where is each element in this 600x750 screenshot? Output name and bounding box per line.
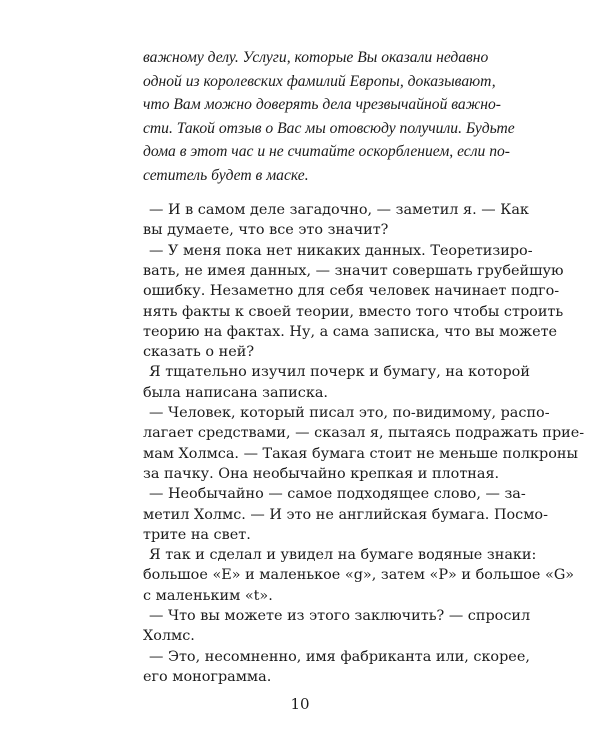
letter-line: что Вам можно доверять дела чрезвычайной важно-: [143, 96, 501, 113]
text-line: теорию на фактах. Ну, а сама записка, что вы можете: [143, 323, 558, 340]
text-line: сказать о ней?: [143, 344, 255, 361]
text-line: — Это, несомненно, имя фабриканта или, скорее,: [149, 648, 530, 665]
text-line: за пачку. Она необычайно крепкая и плотная.: [143, 465, 500, 482]
text-line: с маленьким «t».: [143, 587, 273, 604]
letter-line: дома в этот час и не считайте оскорблением, если по-: [143, 143, 510, 160]
text-line: вать, не имея данных, — значит совершать грубейшую: [143, 262, 564, 279]
text-line: — Что вы можете из этого заключить? — спросил: [149, 608, 531, 624]
letter-line: сетитель будет в маске.: [143, 166, 309, 184]
letter-line: важному делу. Услуги, которые Вы оказали недавно: [143, 49, 489, 66]
text-line: большое «E» и маленькое «g», затем «P» и большое «G»: [143, 567, 575, 584]
letter-line: одной из королевских фамилий Европы, доказывают,: [143, 72, 496, 90]
text-line: Я тщательно изучил почерк и бумагу, на которой: [149, 364, 530, 381]
letter-line: сти. Такой отзыв о Вас мы отовсюду получили. Будьте: [143, 119, 515, 137]
text-line: Я так и сделал и увидел на бумаге водяные знаки:: [149, 547, 537, 564]
text-line: нять факты к своей теории, вместо того чтобы строить: [143, 303, 564, 320]
text-line: Холмс.: [143, 628, 195, 645]
text-line: трите на свет.: [143, 526, 251, 543]
text-line: лагает средствами, — сказал я, пытаясь подражать прие-: [143, 425, 585, 442]
text-line: — Необычайно — самое подходящее слово, — за-: [149, 486, 526, 503]
text-line: его монограмма.: [143, 668, 272, 685]
text-line: — Человек, который писал это, по-видимому, распо-: [149, 405, 550, 421]
text-line: — И в самом деле загадочно, — заметил я. — Как: [149, 202, 529, 218]
text-line: — У меня пока нет никаких данных. Теоретизиро-: [149, 242, 533, 259]
text-line: мам Холмса. — Такая бумага стоит не меньше полкроны: [143, 445, 578, 462]
page-number: 10: [290, 695, 310, 713]
text-line: ошибку. Незаметно для себя человек начинает подго-: [143, 283, 560, 300]
text-line: была написана записка.: [143, 384, 328, 401]
text-line: вы думаете, что все это значит?: [143, 222, 389, 239]
text-line: метил Холмс. — И это не английская бумага. Посмо-: [143, 506, 548, 523]
